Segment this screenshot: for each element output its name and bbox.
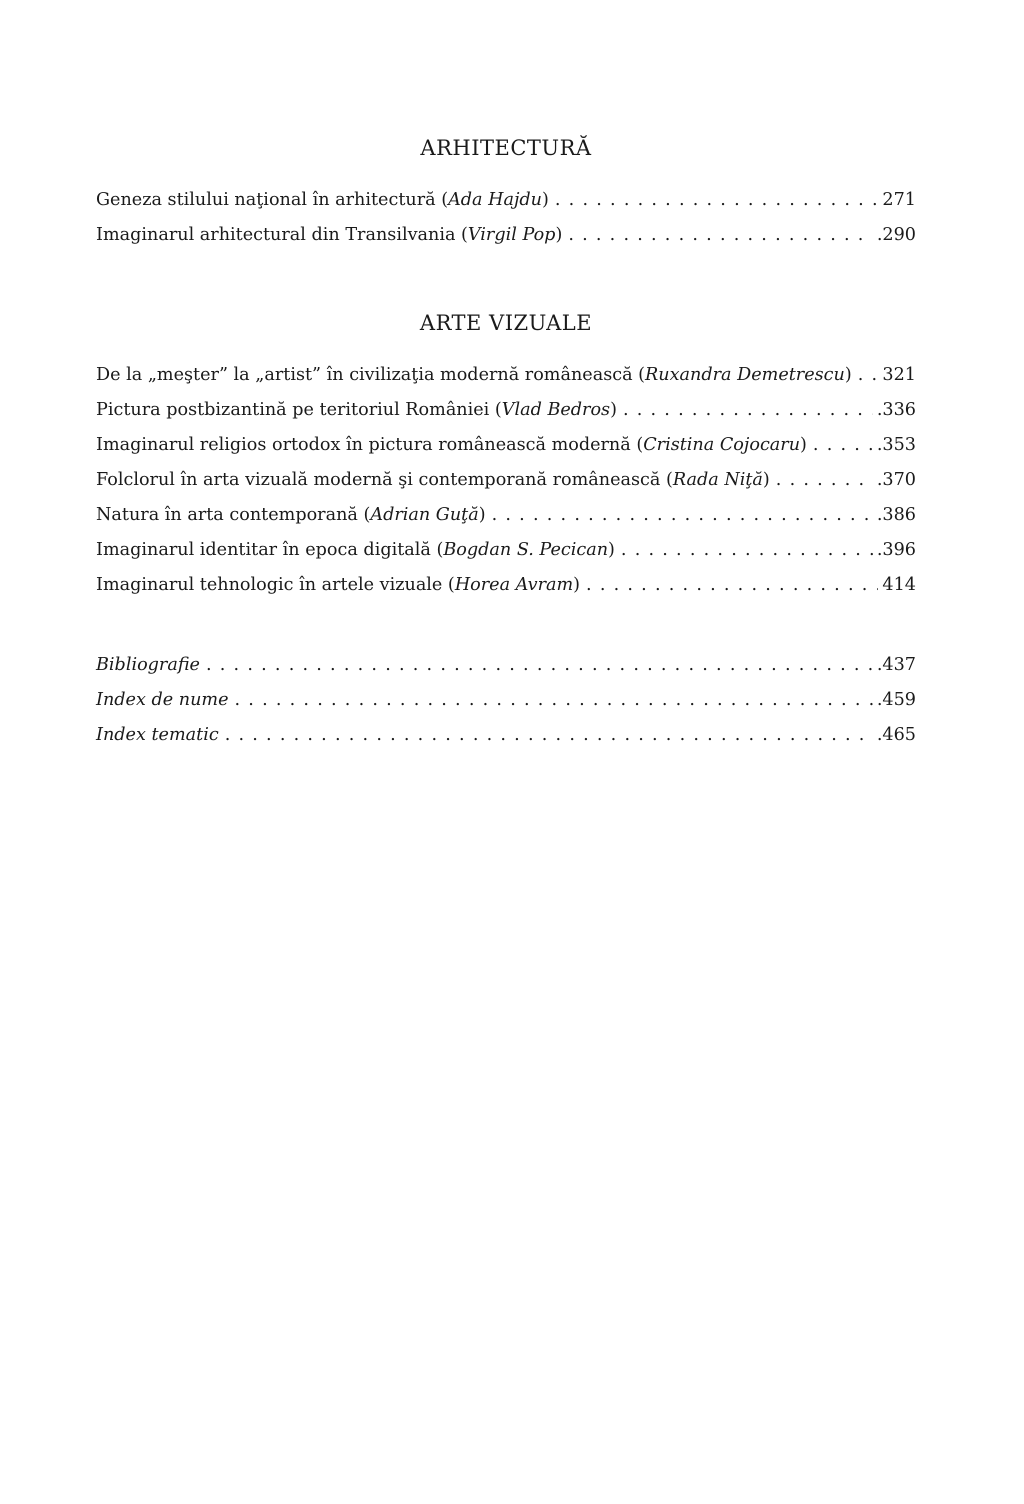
toc-entry-author: Virgil Pop bbox=[467, 225, 556, 245]
toc-entry-page: .353 bbox=[876, 435, 916, 455]
toc-entry[interactable] bbox=[96, 218, 916, 253]
toc-entry-title: Geneza stilului naţional în arhitectură (Ada Hajdu) bbox=[96, 190, 549, 210]
toc-entry[interactable] bbox=[96, 648, 916, 683]
toc-entry-title: Pictura postbizantină pe teritoriul României (Vlad Bedros) bbox=[96, 400, 617, 420]
dot-leader bbox=[555, 183, 879, 218]
toc-entry-author: Rada Niţă bbox=[672, 470, 763, 490]
dot-leader bbox=[623, 393, 873, 428]
toc-entry-title: Index tematic bbox=[96, 725, 219, 745]
toc-entry[interactable] bbox=[96, 463, 916, 498]
toc-entry[interactable] bbox=[96, 533, 916, 568]
toc-entry[interactable] bbox=[96, 683, 916, 718]
dot-leader bbox=[235, 683, 873, 718]
toc-entry-title: Folclorul în arta vizuală modernă şi contemporană românească (Rada Niţă) bbox=[96, 470, 770, 490]
toc-entry-page: .336 bbox=[876, 400, 916, 420]
section-heading-arte-vizuale: ARTE VIZUALE bbox=[419, 311, 593, 335]
toc-entry[interactable] bbox=[96, 358, 916, 393]
toc-entry-title: Imaginarul tehnologic în artele vizuale (Horea Avram) bbox=[96, 575, 581, 595]
toc-entry-page: 321 bbox=[882, 365, 916, 385]
toc-entry-author: Ruxandra Demetrescu bbox=[645, 365, 845, 385]
section-heading-arhitectura: ARHITECTURĂ bbox=[420, 136, 592, 160]
toc-entry[interactable] bbox=[96, 393, 916, 428]
toc-entry[interactable] bbox=[96, 498, 916, 533]
toc-entry-page: .465 bbox=[876, 725, 916, 745]
toc-entry[interactable] bbox=[96, 428, 916, 463]
toc-entry-author: Ada Hajdu bbox=[448, 190, 543, 210]
toc-entry-author: Cristina Cojocaru bbox=[643, 435, 801, 455]
toc-entry-page: .386 bbox=[876, 505, 916, 525]
toc-entry-title: Imaginarul religios ortodox în pictura românească modernă (Cristina Cojocaru) bbox=[96, 435, 807, 455]
toc-entry-page: 414 bbox=[882, 575, 916, 595]
toc-entry-title: Imaginarul arhitectural din Transilvania (Virgil Pop) bbox=[96, 225, 563, 245]
dot-leader bbox=[813, 428, 873, 463]
toc-entry-page: .370 bbox=[876, 470, 916, 490]
toc-entry-title: Imaginarul identitar în epoca digitală (Bogdan S. Pecican) bbox=[96, 540, 615, 560]
toc-entry-page: 271 bbox=[882, 190, 916, 210]
toc-entry-page: .290 bbox=[876, 225, 916, 245]
toc-entry-page: .437 bbox=[876, 655, 916, 675]
toc-list-arte-vizuale bbox=[96, 358, 916, 603]
toc-entry[interactable] bbox=[96, 568, 916, 603]
toc-entry[interactable] bbox=[96, 718, 916, 753]
dot-leader bbox=[206, 648, 873, 683]
toc-entry-title: Natura în arta contemporană (Adrian Guţă) bbox=[96, 505, 486, 525]
toc-entry-author: Bogdan S. Pecican bbox=[443, 540, 609, 560]
dot-leader bbox=[858, 358, 879, 393]
dot-leader bbox=[776, 463, 873, 498]
toc-entry-title: Bibliografie bbox=[96, 655, 200, 675]
toc-entry-page: .459 bbox=[876, 690, 916, 710]
toc-entry-author: Horea Avram bbox=[454, 575, 574, 595]
dot-leader bbox=[492, 498, 873, 533]
dot-leader bbox=[568, 218, 873, 253]
toc-entry-title: De la „meşter” la „artist” în civilizaţia modernă românească (Ruxandra Demetrescu) bbox=[96, 365, 852, 385]
toc-list-arhitectura bbox=[96, 183, 916, 253]
dot-leader bbox=[621, 533, 873, 568]
toc-list-back-matter bbox=[96, 648, 916, 753]
toc-entry-title: Index de nume bbox=[96, 690, 229, 710]
toc-entry-page: .396 bbox=[876, 540, 916, 560]
dot-leader bbox=[225, 718, 873, 753]
toc-entry[interactable] bbox=[96, 183, 916, 218]
dot-leader bbox=[586, 568, 878, 603]
toc-entry-author: Adrian Guţă bbox=[370, 505, 479, 525]
toc-entry-author: Vlad Bedros bbox=[501, 400, 611, 420]
